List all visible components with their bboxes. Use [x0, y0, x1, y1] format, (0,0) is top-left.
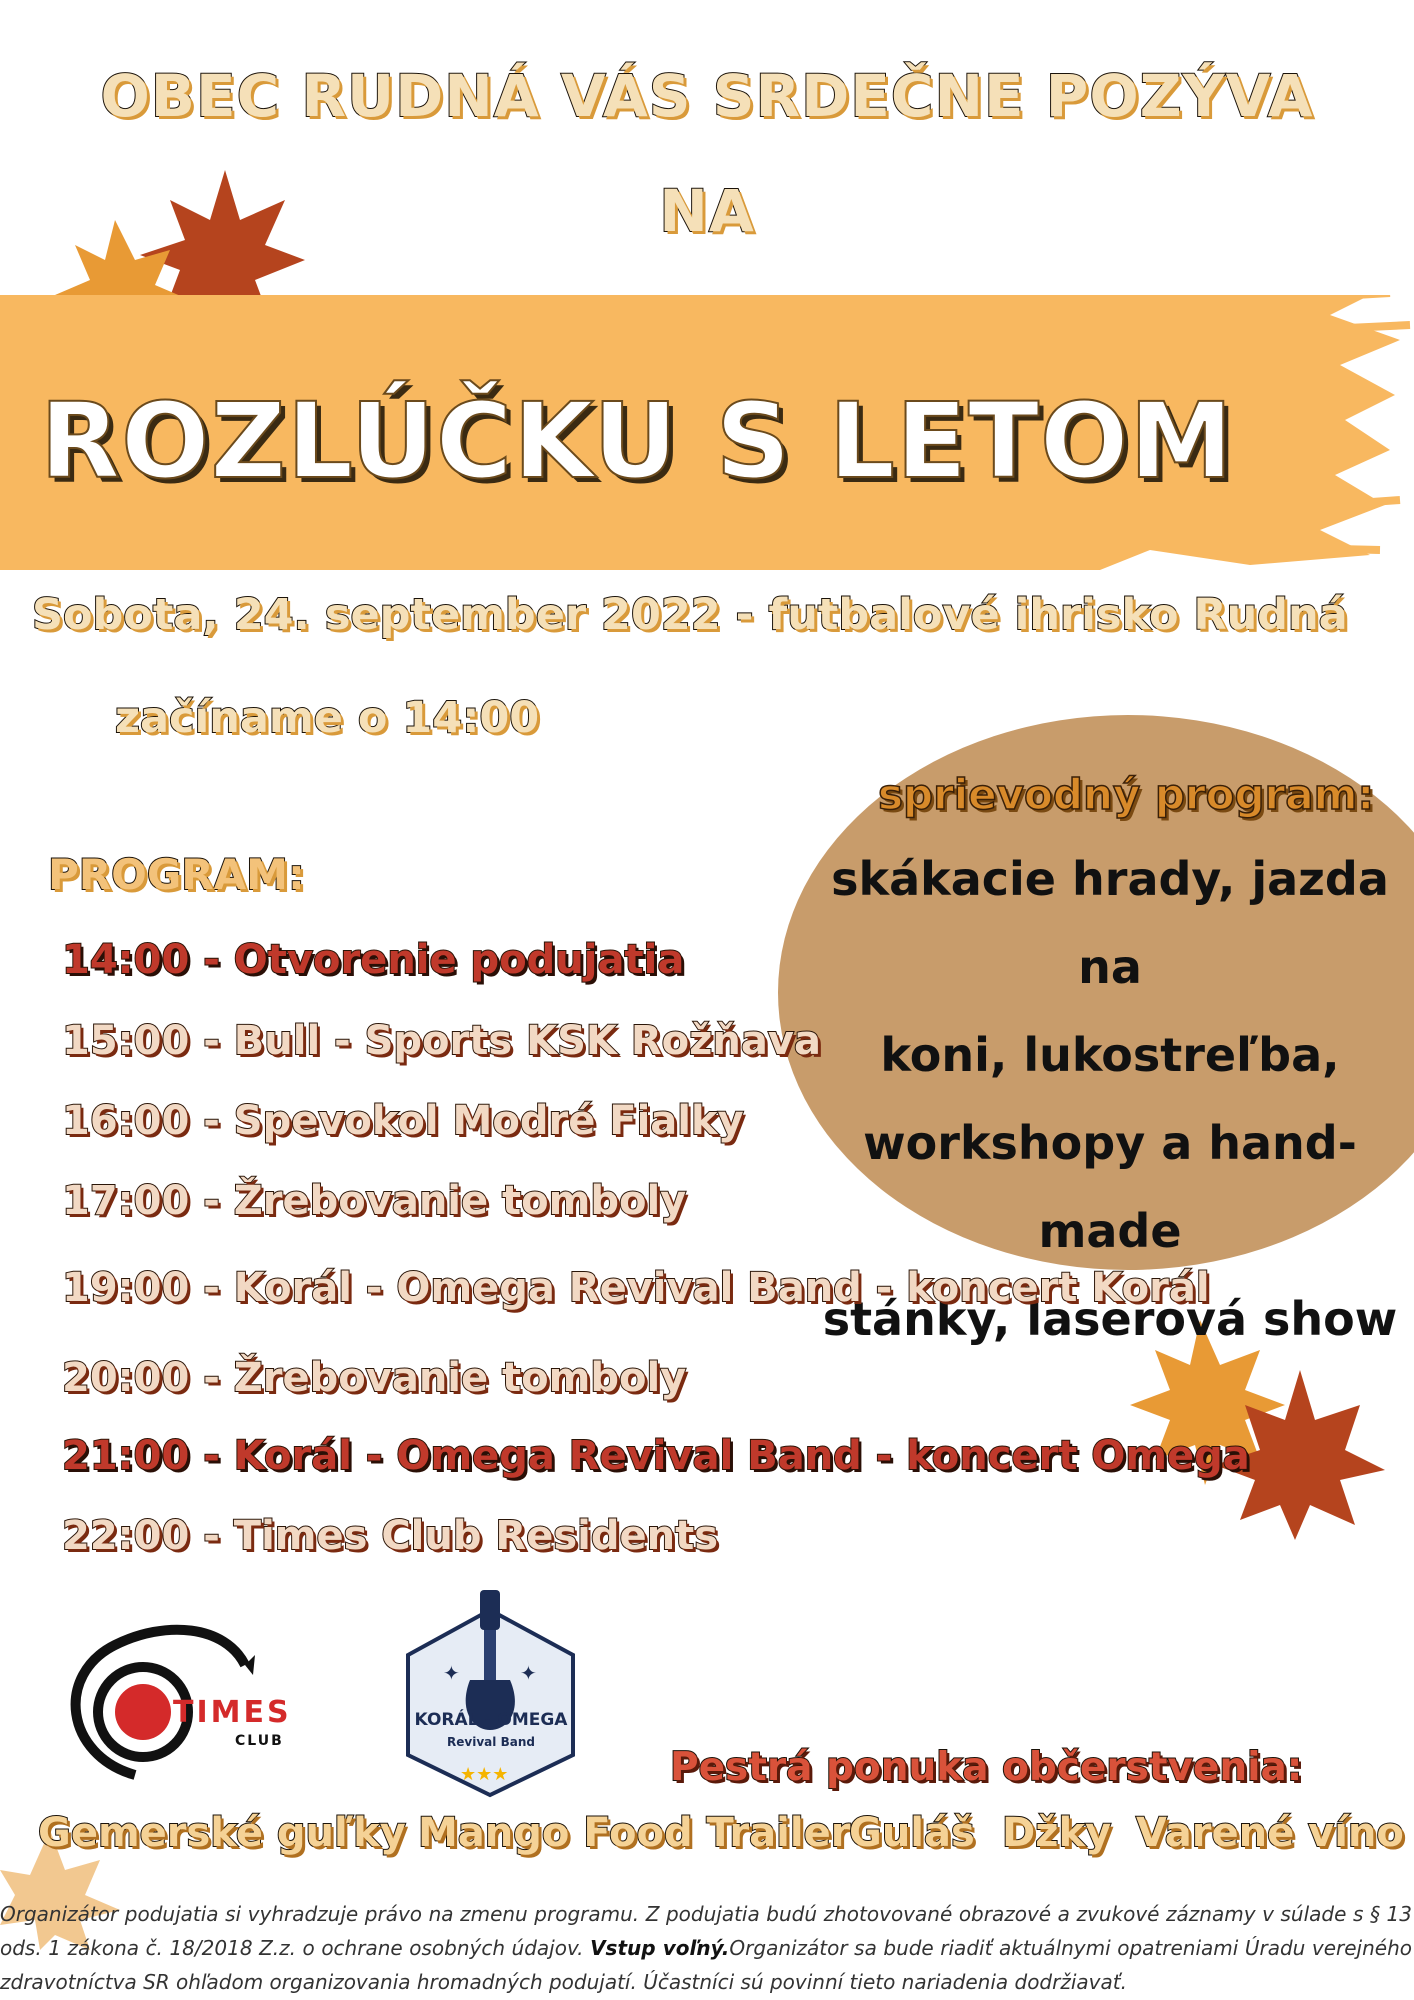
koral-logo-text: KORÁL - OMEGA [414, 1710, 568, 1730]
program-item: 20:00 - Žrebovanie tomboly [62, 1355, 687, 1401]
food-item: Gemerské guľky [38, 1810, 406, 1856]
footer-disclaimer [0, 1897, 1412, 1999]
revival-logo-text: Revival Band [447, 1735, 535, 1749]
side-program-line: skákacie hrady, jazda na [831, 852, 1389, 994]
svg-text:★★★: ★★★ [460, 1764, 509, 1785]
side-program-heading: sprievodný program: [878, 770, 1375, 819]
food-heading: Pestrá ponuka občerstvenia: [670, 1745, 1303, 1790]
side-program-line: workshopy a hand-made [863, 1116, 1357, 1258]
svg-text:✦: ✦ [443, 1661, 460, 1685]
free-entry-text: Vstup voľný. [590, 1936, 730, 1960]
program-heading: PROGRAM: [48, 850, 305, 899]
food-item: Džky [1002, 1810, 1112, 1856]
invite-heading-na: NA [659, 177, 755, 245]
program-item: 16:00 - Spevokol Modré Fialky [62, 1098, 744, 1144]
side-program-line: stánky, laserová show [822, 1292, 1398, 1346]
guitar-hexagon-icon [398, 1590, 583, 1800]
program-item: 22:00 - Times Club Residents [62, 1513, 719, 1559]
food-item: Mango Food Trailer [418, 1810, 851, 1856]
date-location: Sobota, 24. september 2022 - futbalové ihrisko Rudná [32, 590, 1348, 640]
svg-text:✦: ✦ [520, 1661, 537, 1685]
food-item: Guláš [849, 1810, 975, 1856]
program-item: 15:00 - Bull - Sports KSK Rožňava [62, 1018, 821, 1064]
event-title: ROZLÚČKU S LETOM [40, 380, 1234, 502]
club-logo-text: CLUB [235, 1733, 284, 1749]
times-logo-text: TIMES [173, 1695, 292, 1730]
food-item: Varené víno [1136, 1810, 1404, 1856]
side-program-line: koni, lukostreľba, [880, 1028, 1340, 1082]
program-item: 14:00 - Otvorenie podujatia [62, 937, 685, 983]
program-item: 21:00 - Korál - Omega Revival Band - koncert Omega [62, 1433, 1250, 1479]
start-time: začíname o 14:00 [115, 693, 540, 743]
footer-text: Organizátor podujatia si vyhradzuje právo na zmenu programu. Z podujatia budú zhotovované obrazové a zvukové záznamy v súlade s § 13 ods. 1 zákona č. 18/2018 Z.z. o ochrane osobných údajov. [0, 1902, 1412, 1960]
koral-omega-logo [398, 1590, 583, 1800]
footer-text: Organizátor sa bude riadiť aktuálnymi opatreniami Úradu verejného zdravotníctva SR ohľadom organizovania hromadných podujatí. Účastníci sú povinní tieto nariadenia dodržiavať. [0, 1936, 1412, 1994]
times-club-logo [55, 1615, 325, 1785]
program-item: 17:00 - Žrebovanie tomboly [62, 1178, 687, 1224]
program-item: 19:00 - Korál - Omega Revival Band - koncert Korál [62, 1265, 1210, 1311]
invite-heading: OBEC RUDNÁ VÁS SRDEČNE POZÝVA [100, 62, 1314, 130]
